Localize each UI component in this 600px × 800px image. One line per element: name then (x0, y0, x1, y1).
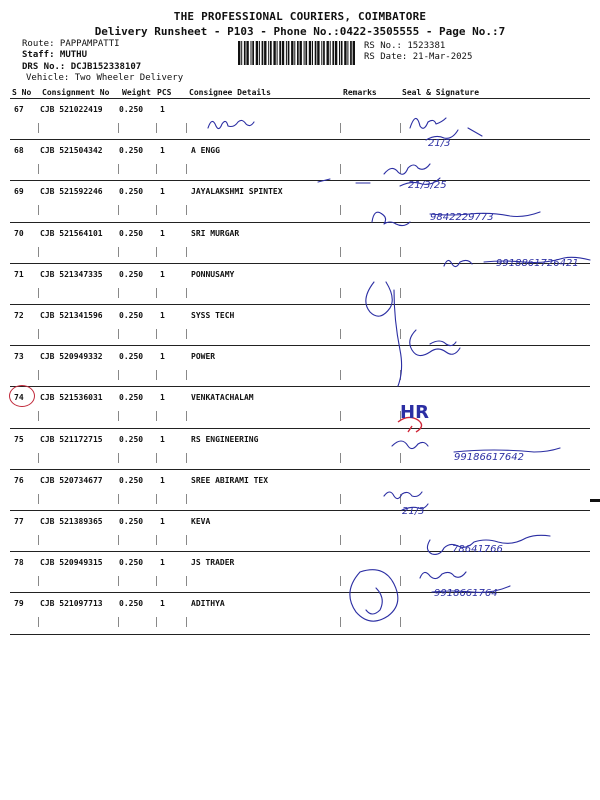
table-row (0, 511, 600, 552)
barcode-bar (273, 41, 275, 65)
edge-mark (590, 499, 600, 502)
row-pcs: 1 (160, 517, 165, 526)
cell-tick (340, 329, 341, 339)
col-consignment: Consignment No (42, 88, 110, 97)
cell-tick (400, 576, 401, 586)
row-pcs: 1 (160, 393, 165, 403)
cell-tick (340, 205, 341, 215)
col-remarks: Remarks (343, 88, 377, 97)
cell-tick (156, 453, 157, 463)
barcode-bar (332, 41, 334, 65)
cell-tick (156, 370, 157, 380)
cell-tick (38, 288, 39, 298)
row-sno: 71 (14, 269, 24, 279)
row-weight: 0.250 (119, 558, 144, 568)
barcode-bar (279, 41, 281, 65)
cell-tick (38, 411, 39, 421)
drs-number: DRS No.: DCJB152338107 (22, 62, 142, 72)
cell-tick (156, 329, 157, 339)
barcode-bar (335, 41, 337, 65)
row-divider (10, 634, 590, 635)
handwritten-date-row-67: 21/3 (428, 138, 451, 149)
table-row (0, 99, 600, 140)
row-sno: 74 (14, 393, 24, 403)
company-name: THE PROFESSIONAL COURIERS, COIMBATORE (173, 10, 427, 23)
barcode-bar (264, 41, 266, 65)
table-row (0, 552, 600, 593)
cell-tick (118, 370, 119, 380)
cell-tick (340, 247, 341, 257)
barcode-bar (315, 41, 317, 65)
col-weight: Weight (122, 88, 151, 97)
cell-tick (118, 123, 119, 133)
cell-tick (186, 247, 187, 257)
barcode-bar (241, 41, 242, 65)
barcode-bar (344, 41, 346, 65)
table-row (0, 470, 600, 511)
cell-tick (118, 164, 119, 174)
row-pcs: 1 (160, 228, 165, 238)
barcode-bar (323, 41, 325, 65)
cell-tick (156, 535, 157, 545)
cell-tick (340, 123, 341, 133)
cell-tick (340, 535, 341, 545)
row-sno: 79 (14, 599, 24, 609)
cell-tick (38, 617, 39, 627)
barcode-bar (288, 41, 290, 65)
row-sno: 77 (14, 517, 24, 526)
barcode-bar (268, 41, 269, 65)
row-sno: 70 (14, 228, 24, 238)
cell-tick (340, 617, 341, 627)
handwritten-date-row-77: 21/3 (402, 506, 425, 517)
table-row (0, 140, 600, 181)
row-weight: 0.250 (119, 599, 144, 609)
rs-date: RS Date: 21-Mar-2025 (364, 52, 473, 62)
cell-tick (118, 617, 119, 627)
cell-tick (156, 494, 157, 504)
barcode-bar (317, 41, 319, 65)
row-weight: 0.250 (119, 434, 144, 444)
cell-tick (400, 535, 401, 545)
cell-tick (186, 617, 187, 627)
cell-tick (340, 370, 341, 380)
row-sno: 67 (14, 105, 24, 114)
cell-tick (156, 205, 157, 215)
vehicle-label: Vehicle: Two Wheeler Delivery (26, 73, 184, 83)
cell-tick (118, 288, 119, 298)
handwritten-phone-row-78: 78641766 (452, 544, 503, 555)
row-consignee: SREE ABIRAMI TEX (191, 475, 269, 485)
row-consignment-no: CJB 521536031 (40, 393, 103, 403)
col-sno: S No (12, 88, 32, 97)
row-pcs: 1 (160, 475, 165, 485)
cell-tick (340, 288, 341, 298)
handwritten-phone-row-75: 99186617642 (454, 452, 524, 463)
cell-tick (400, 288, 401, 298)
row-sno: 78 (14, 558, 24, 568)
cell-tick (38, 453, 39, 463)
barcode-bar (353, 41, 355, 65)
table-row (0, 593, 600, 634)
row-sno: 76 (14, 475, 24, 485)
cell-tick (340, 494, 341, 504)
row-consignment-no: CJB 521172715 (40, 434, 103, 444)
cell-tick (400, 329, 401, 339)
barcode-bar (262, 41, 264, 65)
cell-tick (186, 453, 187, 463)
row-weight: 0.250 (119, 269, 144, 279)
row-weight: 0.250 (119, 146, 144, 156)
cell-tick (340, 576, 341, 586)
cell-tick (156, 617, 157, 627)
row-pcs: 1 (160, 146, 165, 156)
cell-tick (400, 411, 401, 421)
staff-label: Staff: MUTHU (22, 50, 88, 60)
barcode-bar (330, 41, 331, 65)
cell-tick (118, 329, 119, 339)
cell-tick (186, 329, 187, 339)
cell-tick (186, 370, 187, 380)
row-weight: 0.250 (119, 352, 144, 362)
barcode-bar (246, 41, 248, 65)
row-consignment-no: CJB 521389365 (40, 517, 103, 526)
barcode-bar (350, 41, 352, 65)
cell-tick (400, 494, 401, 504)
col-consignee: Consignee Details (189, 88, 271, 97)
cell-tick (340, 453, 341, 463)
row-consignment-no: CJB 520949315 (40, 558, 103, 568)
barcode-bar (341, 41, 343, 65)
barcode-bar (252, 41, 254, 65)
barcode-bar (297, 41, 299, 65)
cell-tick (340, 411, 341, 421)
cell-tick (38, 576, 39, 586)
cell-tick (186, 288, 187, 298)
row-consignee: SYSS TECH (191, 311, 235, 320)
barcode-bar (251, 41, 252, 65)
row-sno: 69 (14, 187, 24, 197)
cell-tick (156, 576, 157, 586)
route-label: Route: PAPPAMPATTI (22, 39, 120, 49)
cell-tick (38, 494, 39, 504)
row-pcs: 1 (160, 352, 165, 362)
cell-tick (38, 329, 39, 339)
row-consignment-no: CJB 520734677 (40, 475, 103, 485)
table-row (0, 305, 600, 346)
row-weight: 0.250 (119, 393, 144, 403)
cell-tick (400, 453, 401, 463)
row-consignee: JAYALAKSHMI SPINTEX (191, 187, 283, 197)
cell-tick (118, 247, 119, 257)
handwritten-date-row-69: 21/3/25 (408, 180, 447, 191)
cell-tick (186, 205, 187, 215)
row-consignee: POWER (191, 352, 216, 362)
row-consignee: KEVA (191, 517, 211, 526)
row-weight: 0.250 (119, 475, 144, 485)
barcode-bar (286, 41, 287, 65)
cell-tick (400, 123, 401, 133)
cell-tick (400, 164, 401, 174)
barcode-icon (238, 41, 356, 65)
row-pcs: 1 (160, 311, 165, 320)
cell-tick (400, 370, 401, 380)
handwritten-phone-row-70: 9842229773 (430, 212, 494, 223)
barcode-bar (347, 41, 348, 65)
barcode-bar (270, 41, 272, 65)
barcode-bar (244, 41, 246, 65)
cell-tick (186, 123, 187, 133)
row-sno: 68 (14, 146, 24, 156)
barcode-bar (312, 41, 313, 65)
col-signature: Seal & Signature (402, 88, 480, 97)
row-consignment-no: CJB 521564101 (40, 228, 103, 238)
cell-tick (186, 494, 187, 504)
row-consignee: PONNUSAMY (191, 269, 235, 279)
row-weight: 0.250 (119, 517, 144, 526)
cell-tick (118, 453, 119, 463)
row-consignment-no: CJB 521341596 (40, 311, 103, 320)
cell-tick (156, 411, 157, 421)
barcode-bar (309, 41, 311, 65)
cell-tick (186, 576, 187, 586)
table-row (0, 223, 600, 264)
barcode-bar (305, 41, 307, 65)
row-consignee: A ENGG (191, 146, 220, 156)
table-row (0, 387, 600, 428)
row-consignment-no: CJB 520949332 (40, 352, 103, 362)
barcode-bar (277, 41, 278, 65)
row-consignment-no: CJB 521347335 (40, 269, 103, 279)
cell-tick (400, 617, 401, 627)
row-pcs: 1 (160, 105, 165, 114)
cell-tick (340, 164, 341, 174)
row-weight: 0.250 (119, 105, 144, 114)
barcode-bar (291, 41, 293, 65)
handwritten-phone-row-71: 9918861726421 (496, 258, 579, 269)
cell-tick (38, 535, 39, 545)
cell-tick (156, 288, 157, 298)
barcode-bar (304, 41, 305, 65)
cell-tick (118, 411, 119, 421)
cell-tick (156, 247, 157, 257)
barcode-bar (327, 41, 329, 65)
col-pcs: PCS (157, 88, 172, 97)
row-sno: 73 (14, 352, 24, 362)
cell-tick (38, 205, 39, 215)
runsheet-title: Delivery Runsheet - P103 - Phone No.:0422-3505555 - Page No.:7 (94, 25, 506, 38)
table-row (0, 181, 600, 222)
row-consignment-no: CJB 521022419 (40, 105, 103, 114)
table-row (0, 429, 600, 470)
cell-tick (400, 205, 401, 215)
row-consignment-no: CJB 521097713 (40, 599, 103, 609)
row-sno: 72 (14, 311, 24, 320)
row-consignee: RS ENGINEERING (191, 434, 259, 444)
cell-tick (118, 535, 119, 545)
row-weight: 0.250 (119, 311, 144, 320)
cell-tick (400, 247, 401, 257)
barcode-bar (294, 41, 295, 65)
barcode-bar (238, 41, 240, 65)
barcode-bar (256, 41, 258, 65)
barcode-bar (321, 41, 322, 65)
row-74-circle-mark (9, 385, 35, 407)
cell-tick (38, 247, 39, 257)
row-pcs: 1 (160, 558, 165, 568)
cell-tick (38, 164, 39, 174)
table-row (0, 346, 600, 387)
row-weight: 0.250 (119, 228, 144, 238)
cell-tick (118, 494, 119, 504)
cell-tick (186, 164, 187, 174)
row-consignment-no: CJB 521592246 (40, 187, 103, 197)
rs-number: RS No.: 1523381 (364, 41, 446, 51)
barcode-bar (259, 41, 260, 65)
barcode-bar (339, 41, 340, 65)
handwritten-phone-row-79: 9918661764 (434, 588, 498, 599)
cell-tick (38, 123, 39, 133)
row-pcs: 1 (160, 434, 165, 444)
cell-tick (186, 411, 187, 421)
row-consignee: VENKATACHALAM (191, 393, 254, 403)
cell-tick (156, 123, 157, 133)
handwritten-mark-row-74: HR (400, 402, 429, 423)
row-consignee: ADITHYA (191, 599, 225, 609)
row-pcs: 1 (160, 187, 165, 197)
row-consignee: JS TRADER (191, 558, 235, 568)
row-consignee: SRI MURGAR (191, 228, 240, 238)
cell-tick (118, 205, 119, 215)
row-consignment-no: CJB 521504342 (40, 146, 103, 156)
barcode-bar (300, 41, 302, 65)
barcode-bar (282, 41, 284, 65)
table-row (0, 264, 600, 305)
row-pcs: 1 (160, 269, 165, 279)
row-sno: 75 (14, 434, 24, 444)
row-weight: 0.250 (119, 187, 144, 197)
row-pcs: 1 (160, 599, 165, 609)
cell-tick (156, 164, 157, 174)
cell-tick (118, 576, 119, 586)
cell-tick (38, 370, 39, 380)
cell-tick (186, 535, 187, 545)
